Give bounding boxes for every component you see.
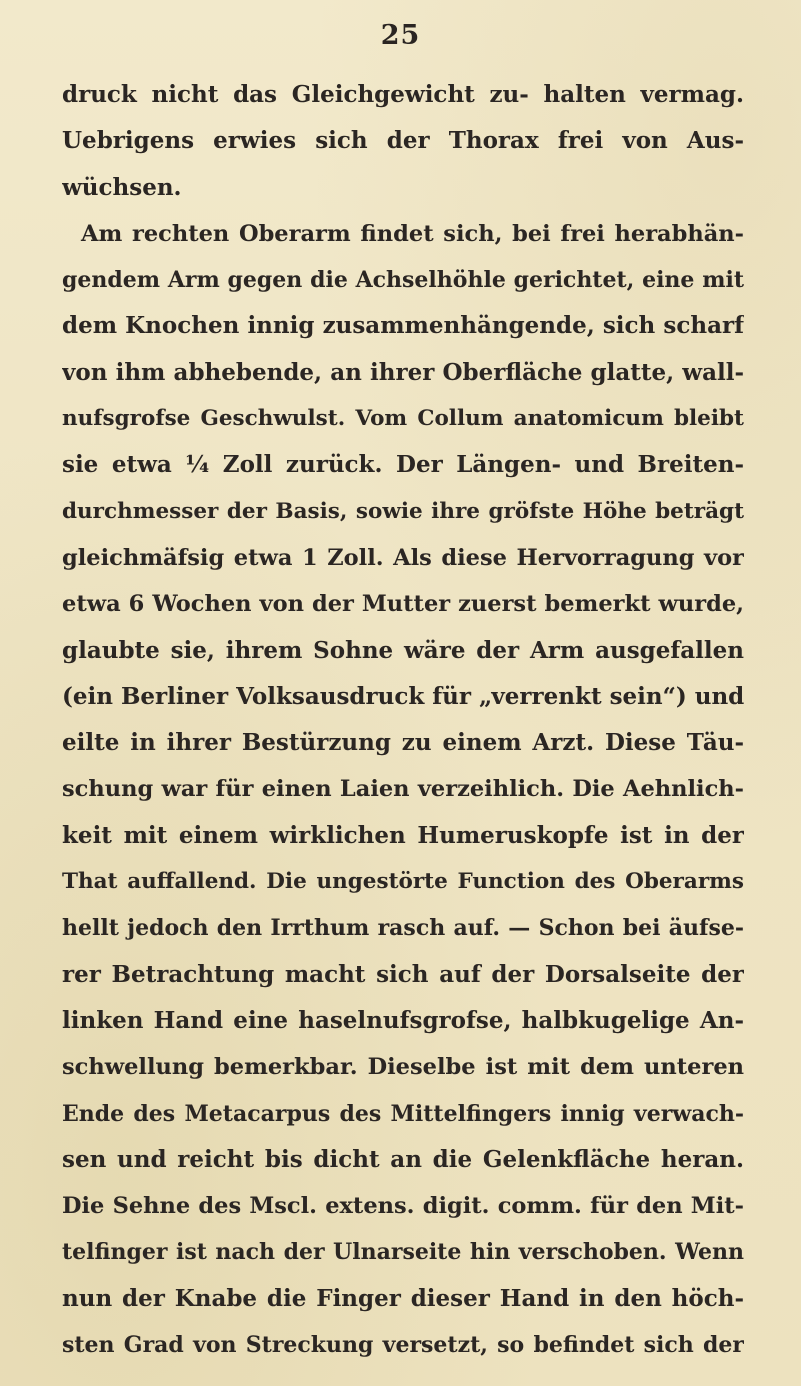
text-line: Uebrigens erwies sich der Thorax frei von Aus- [62, 127, 744, 155]
text-line: von ihm abhebende, an ihrer Oberfläche glatte, wall- [62, 358, 744, 386]
text-line: durchmesser der Basis, sowie ihre gröfste Höhe beträgt [62, 498, 744, 524]
text-line: Ende des Metacarpus des Mittelfingers innig verwach- [62, 1100, 744, 1127]
text-line: That auffallend. Die ungestörte Function des Oberarms [62, 869, 744, 895]
text-line: hellt jedoch den Irrthum rasch auf. — Schon bei äufse- [62, 915, 744, 942]
body-text [62, 72, 744, 1368]
text-line: Die Sehne des Mscl. extens. digit. comm. für den Mit- [62, 1193, 744, 1220]
text-line: Am rechten Oberarm findet sich, bei frei herabhän- [81, 220, 744, 247]
text-line: nun der Knabe die Finger dieser Hand in den höch- [62, 1284, 744, 1312]
text-line: gendem Arm gegen die Achselhöhle gerichtet, eine mit [62, 267, 744, 294]
text-line: keit mit einem wirklichen Humeruskopfe ist in der [62, 821, 744, 849]
text-line: sten Grad von Streckung versetzt, so befindet sich der [62, 1332, 744, 1359]
text-line: rer Betrachtung macht sich auf der Dorsalseite der [62, 960, 744, 988]
text-line: telfinger ist nach der Ulnarseite hin verschoben. Wenn [62, 1239, 744, 1266]
text-line: druck nicht das Gleichgewicht zu- halten vermag. [62, 81, 744, 108]
text-line: linken Hand eine haselnufsgrofse, halbkugelige An- [62, 1006, 744, 1034]
text-line: etwa 6 Wochen von der Mutter zuerst bemerkt wurde, [62, 591, 744, 618]
text-line: gleichmäfsig etwa 1 Zoll. Als diese Hervorragung vor [62, 544, 744, 571]
text-line: wüchsen. [62, 173, 182, 201]
text-line: sie etwa ¼ Zoll zurück. Der Längen- und Breiten- [62, 451, 744, 479]
page-number: 25 [380, 20, 421, 51]
text-line: sen und reicht bis dicht an die Gelenkfläche heran. [62, 1145, 744, 1173]
text-line: schung war für einen Laien verzeihlich. Die Aehnlich- [62, 776, 744, 803]
text-line: (ein Berliner Volksausdruck für „verrenkt sein“) und [62, 682, 744, 710]
text-line: dem Knochen innig zusammenhängende, sich scharf [62, 312, 744, 340]
text-line: schwellung bemerkbar. Dieselbe ist mit dem unteren [62, 1054, 744, 1081]
text-line: eilte in ihrer Bestürzung zu einem Arzt. Diese Täu- [62, 729, 744, 757]
text-line: glaubte sie, ihrem Sohne wäre der Arm ausgefallen [62, 636, 744, 664]
text-line: nufsgrofse Geschwulst. Vom Collum anatomicum bleibt [62, 406, 744, 432]
